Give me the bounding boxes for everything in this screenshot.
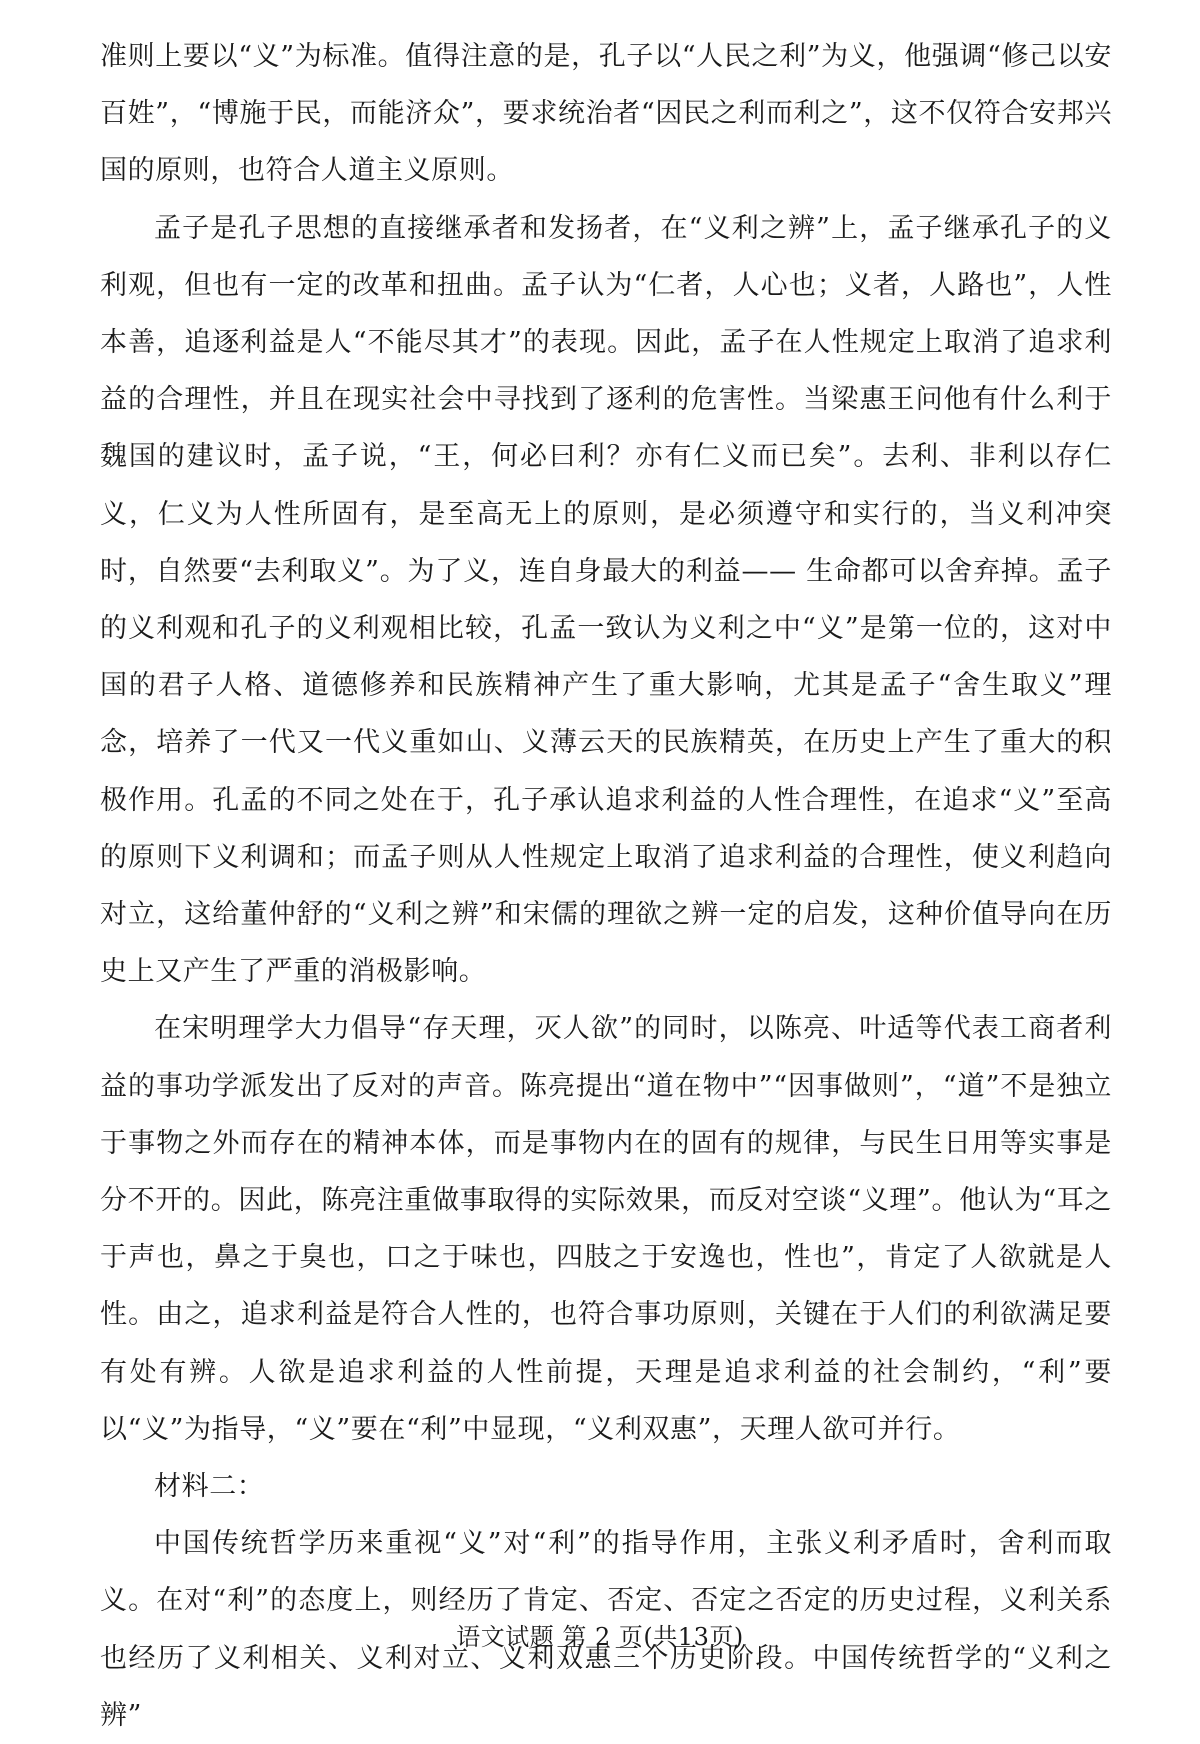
page-body (100, 28, 1112, 1744)
section-label-material-two: 材料二： (154, 1471, 265, 1503)
paragraph-material-two: 中国传统哲学历来重视“义”对“利”的指导作用，主张义利矛盾时，舍利而取义。在对“利”的态度上，则经历了肯定、否定、否定之否定的历史过程，义利关系也经历了义利相关、义利对立、义利双惠三个历史阶段。中国传统哲学的“义利之辨” (100, 1528, 1112, 1731)
paragraph-mencius: 孟子是孔子思想的直接继承者和发扬者，在“义利之辨”上，孟子继承孔子的义利观，但也有一定的改革和扭曲。孟子认为“仁者，人心也；义者，人路也”，人性本善，追逐利益是人“不能尽其才”的表现。因此，孟子在人性规定上取消了追求利益的合理性，并且在现实社会中寻找到了逐利的危害性。当梁惠王问他有什么利于魏国的建议时，孟子说，“王，何必曰利？亦有仁义而已矣”。去利、非利以存仁义，仁义为人性所固有，是至高无上的原则，是必须遵守和实行的，当义利冲突时，自然要“去利取义”。为了义，连自身最大的利益—— 生命都可以舍弃掉。孟子的义利观和孔子的义利观相比较，孔孟一致认为义利之中“义”是第一位的，这对中国的君子人格、道德修养和民族精神产生了重大影响，尤其是孟子“舍生取义”理念，培养了一代又一代义重如山、义薄云天的民族精英，在历史上产生了重大的积极作用。孔孟的不同之处在于，孔子承认追求利益的人性合理性，在追求“义”至高的原则下义利调和；而孟子则从人性规定上取消了追求利益的合理性，使义利趋向对立，这给董仲舒的“义利之辨”和宋儒的理欲之辨一定的启发，这种价值导向在历史上又产生了严重的消极影响。 (100, 212, 1112, 988)
paragraph-chen-liang: 在宋明理学大力倡导“存天理，灭人欲”的同时，以陈亮、叶适等代表工商者利益的事功学派发出了反对的声音。陈亮提出“道在物中”“因事做则”，“道”不是独立于事物之外而存在的精神本体，而是事物内在的固有的规律，与民生日用等实事是分不开的。因此，陈亮注重做事取得的实际效果，而反对空谈“义理”。他认为“耳之于声也，鼻之于臭也，口之于味也，四肢之于安逸也，性也”，肯定了人欲就是人性。由之，追求利益是符合人性的，也符合事功原则，关键在于人们的利欲满足要有处有辨。人欲是追求利益的人性前提，天理是追求利益的社会制约，“利”要以“义”为指导，“义”要在“利”中显现，“义利双惠”，天理人欲可并行。 (100, 1013, 1112, 1445)
paragraph-continued: 准则上要以“义”为标准。值得注意的是，孔子以“人民之利”为义，他强调“修己以安百姓”，“博施于民，而能济众”，要求统治者“因民之利而利之”，这不仅符合安邦兴国的原则，也符合人道主义原则。 (100, 41, 1112, 187)
page-footer: 语文试题 第 2 页(共13页) (456, 1623, 744, 1651)
